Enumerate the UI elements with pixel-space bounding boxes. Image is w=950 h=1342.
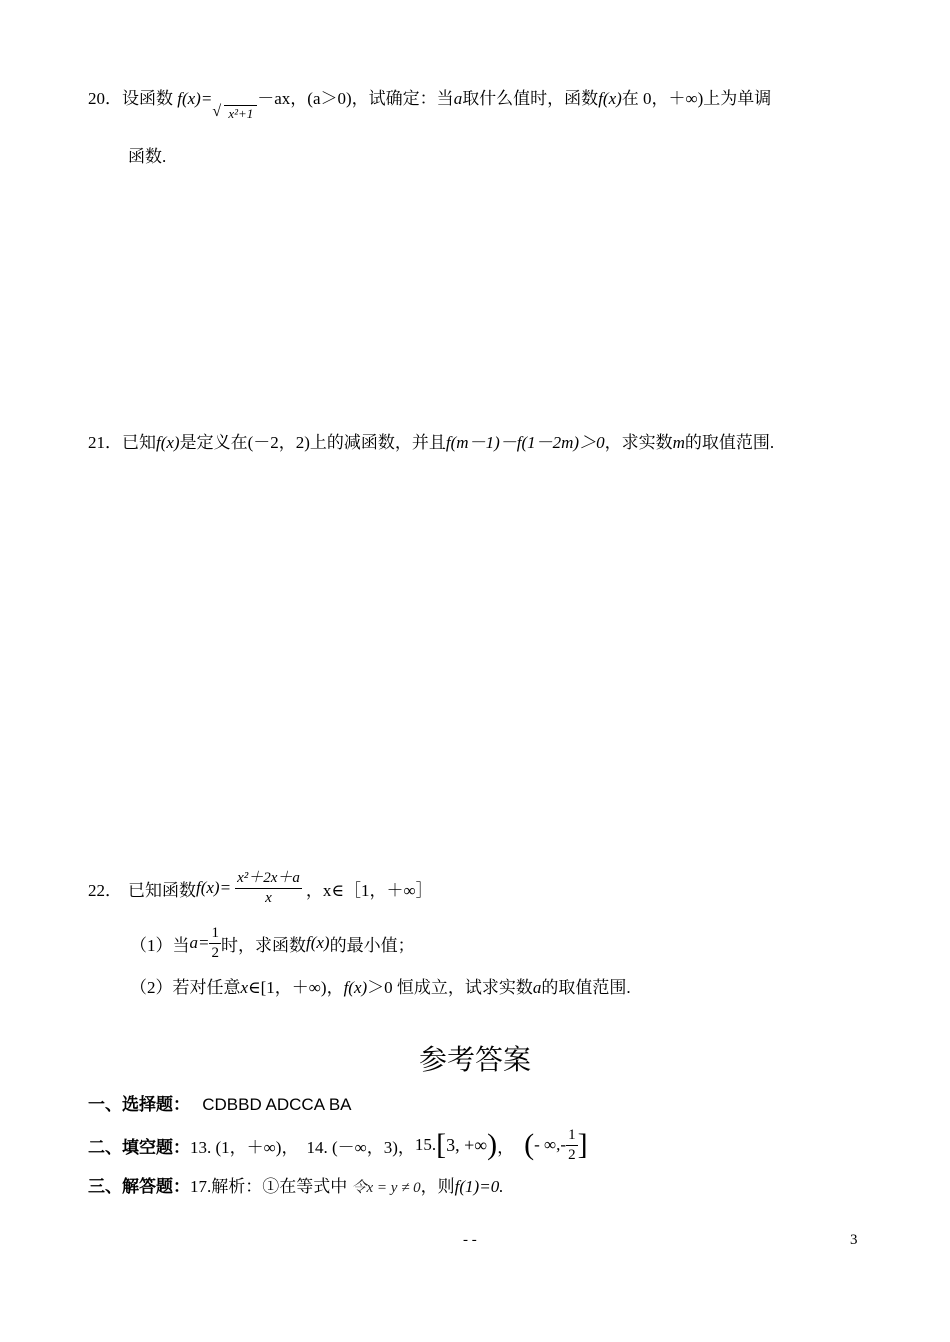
q20-tail: 在 0，＋∞)上为单调 <box>621 89 772 108</box>
q22-part1-var: a= <box>189 933 210 952</box>
sec2-16-open-paren: ( <box>524 1128 535 1161</box>
q20-mid: 取什么值时，函数 <box>462 89 599 108</box>
question-22 <box>88 860 433 916</box>
sec2-15: 15. <box>414 1135 437 1154</box>
q22-part2-d: 的取值范围. <box>541 978 631 997</box>
sec2-14: 14. (－∞，3)， <box>306 1137 415 1157</box>
q22-part2-b: ∈[1，＋∞)， <box>248 978 344 997</box>
sec3-f: f(1)=0. <box>454 1177 504 1196</box>
q20-fx2: f(x) <box>598 89 622 108</box>
sec3-b: ，则 <box>420 1177 455 1196</box>
q22-part1-fx: f(x) <box>305 933 330 952</box>
q22-number: 22． <box>88 880 122 900</box>
q21-fx: f(x) <box>156 433 180 452</box>
q20-sqrt-expr: x²+1 <box>224 105 257 122</box>
q22-suffix: ，x∈［1，＋∞］ <box>305 880 433 900</box>
answers-section-2: 二、填空题： 13. (1，＋∞)， 14. (－∞，3)， 15. [ 3, +∞ ) ， ( - ∞,- $\frac{1}{2}$ ] <box>88 1126 588 1163</box>
q22-denominator: x <box>235 888 302 906</box>
answers-section-1 <box>88 1090 352 1115</box>
sec2-label: 二、填空题： <box>88 1137 190 1158</box>
q22-part2 <box>130 973 631 998</box>
page-number: 3 <box>850 1232 858 1248</box>
q20-prefix: 设函数 <box>122 89 173 108</box>
q22-part2-a-var: a <box>532 978 542 997</box>
sec3-label: 三、解答题： <box>88 1177 190 1197</box>
q22-fraction <box>235 871 302 906</box>
answers-title: 参考答案 <box>418 1043 531 1076</box>
sec3-let: 令x = y ≠ 0 <box>351 1180 421 1196</box>
sec2-15-close-paren: ) <box>487 1128 498 1161</box>
q22-part2-c: ＞0 恒成立，试求实数 <box>367 978 533 997</box>
q22-part1-a: （1）当 <box>130 935 190 955</box>
q20-after-sqrt: －ax，(a＞0)，试确定：当 <box>257 89 454 108</box>
q21-text-d: 的取值范围. <box>684 433 775 452</box>
sec1-value: CDBBD ADCCA BA <box>202 1095 352 1114</box>
q22-part2-x: x <box>240 978 249 997</box>
sec2-16-num: 1 <box>568 1126 576 1143</box>
sec1-label: 一、选择题： <box>88 1095 190 1115</box>
q22-half-num: 1 <box>211 924 219 941</box>
q20-number: 20． <box>88 89 122 108</box>
answers-section-3 <box>88 1172 503 1197</box>
q21-text-b: 是定义在(－2，2)上的减函数，并且 <box>179 433 446 452</box>
sec2-16-close-bracket: ] <box>577 1128 588 1161</box>
q21-expr: f(m－1)－f(1－2m)＞0 <box>445 433 605 452</box>
q20-sqrt <box>212 105 257 122</box>
sec2-16-fraction <box>566 1128 578 1163</box>
q22-part2-a: （2）若对任意 <box>130 978 241 997</box>
q22-part2-fx: f(x) <box>343 978 368 997</box>
q22-part1-b: 时，求函数 <box>220 935 306 955</box>
q22-half-den: 2 <box>211 944 219 961</box>
q20-a: a <box>453 89 463 108</box>
q22-numerator: x²＋2x＋a <box>237 869 300 886</box>
q21-text-c: ，求实数 <box>604 433 673 452</box>
q21-text-a: 21．已知 <box>88 433 156 452</box>
question-21 <box>88 428 774 453</box>
q20-fx: f(x)= <box>177 89 213 108</box>
q22-prefix: 已知函数 <box>128 880 196 900</box>
q22-half <box>209 926 221 961</box>
q21-m: m <box>672 433 685 452</box>
q22-fx: f(x)= <box>196 878 232 897</box>
sec2-15-interval: 3, +∞ <box>446 1134 488 1155</box>
sec2-16-interval: - ∞,- <box>534 1135 567 1154</box>
footer-center: - - <box>463 1232 477 1248</box>
q22-part1 <box>130 920 415 966</box>
question-20 <box>88 84 772 121</box>
sec2-15-open-bracket: [ <box>436 1128 447 1161</box>
sec3-a: 17.解析：①在等式中 <box>190 1177 348 1196</box>
sec2-13: 13. (1，＋∞)， <box>190 1137 299 1157</box>
q20-line2: 函数. <box>128 147 167 166</box>
q22-part1-c: 的最小值； <box>329 935 415 955</box>
sec2-16-den: 2 <box>568 1146 576 1163</box>
